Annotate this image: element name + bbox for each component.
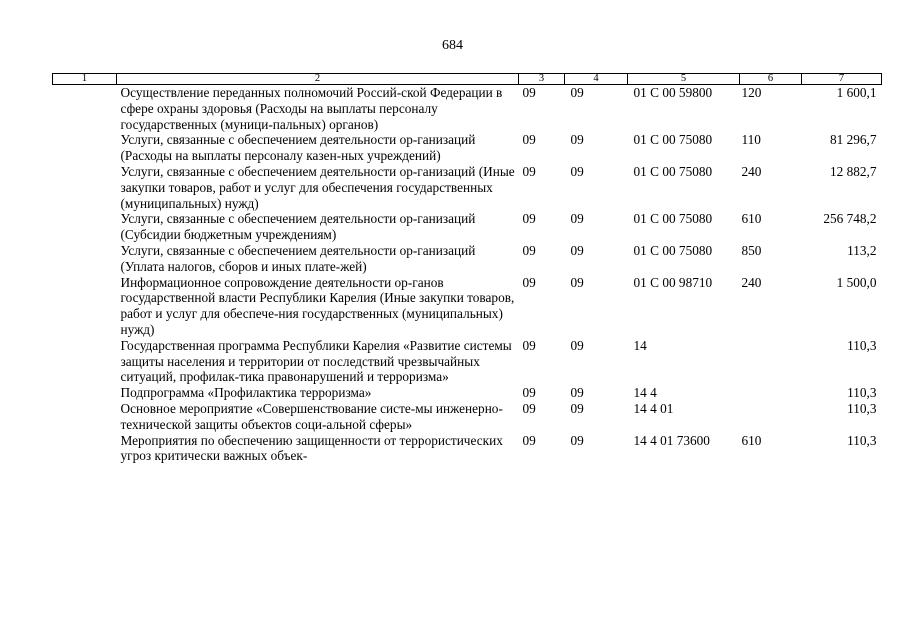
row-expense-type: 610 [741, 211, 762, 227]
table-row [53, 132, 882, 164]
row-amount: 110,3 [847, 385, 877, 401]
row-col-1 [53, 401, 117, 433]
table-row [53, 85, 882, 133]
row-subsection: 09 [570, 337, 584, 353]
table-row [53, 164, 882, 211]
row-name: Государственная программа Республики Карелия «Развитие системы защиты населения и территории от последствий чрезвычайных ситуаций, профилак-тика правонарушений и терроризма» [120, 337, 512, 385]
header-col-2: 2 [117, 74, 519, 85]
row-expense-type [740, 338, 802, 385]
row-target-article: 14 4 [633, 385, 657, 401]
row-subsection: 09 [570, 400, 584, 416]
row-expense-type [740, 401, 802, 433]
row-name: Услуги, связанные с обеспечением деятельности ор-ганизаций (Уплата налогов, сборов и иных плате-жей) [120, 242, 476, 274]
row-expense-type: 110 [741, 132, 761, 148]
row-col-1 [53, 164, 117, 211]
table-row [53, 243, 882, 275]
row-subsection: 09 [570, 211, 584, 227]
table-row [53, 275, 882, 338]
page-number: 684 [442, 38, 463, 53]
row-col-1 [53, 338, 117, 385]
row-expense-type: 120 [741, 85, 762, 100]
table-body [53, 85, 882, 465]
row-expense-type: 240 [741, 163, 762, 179]
row-subsection: 09 [570, 385, 584, 401]
table-row [53, 401, 882, 433]
row-section: 09 [522, 432, 536, 448]
row-col-1 [53, 385, 117, 401]
row-section: 09 [522, 385, 536, 401]
row-section: 09 [522, 211, 536, 227]
header-col-1: 1 [53, 74, 117, 85]
row-amount: 1 500,0 [836, 274, 877, 290]
row-expense-type [740, 385, 802, 401]
header-col-4: 4 [565, 74, 628, 85]
header-col-7: 7 [802, 74, 882, 85]
row-col-1 [53, 132, 117, 164]
table-row [53, 338, 882, 385]
row-section: 09 [522, 274, 536, 290]
row-section: 09 [522, 163, 536, 179]
row-amount: 110,3 [847, 337, 877, 353]
row-name: Услуги, связанные с обеспечением деятельности ор-ганизаций (Иные закупки товаров, работ и услуг для обеспечения государственных (муниципальных) нужд) [120, 163, 515, 211]
row-subsection: 09 [570, 132, 584, 148]
row-subsection: 09 [570, 432, 584, 448]
row-name: Информационное сопровождение деятельности ор-ганов государственной власти Республики Карелия (Иные закупки товаров, работ и услуг для обеспече-ния государственных (муниципальных) нужд) [120, 274, 515, 337]
row-name: Основное мероприятие «Совершенствование систе-мы инженерно-технической защиты объектов соци-альной сферы» [120, 400, 503, 432]
row-name: Услуги, связанные с обеспечением деятельности ор-ганизаций (Расходы на выплаты персоналу казен-ных учреждений) [120, 132, 476, 164]
header-col-5: 5 [628, 74, 740, 85]
row-col-1 [53, 243, 117, 275]
row-name: Подпрограмма «Профилактика терроризма» [120, 385, 372, 401]
row-amount: 1 600,1 [836, 85, 877, 100]
row-section: 09 [522, 132, 536, 148]
row-col-1 [53, 275, 117, 338]
row-name: Мероприятия по обеспечению защищенности от террористических угроз критически важных объек- [120, 432, 503, 464]
row-target-article: 01 С 00 75080 [633, 163, 713, 179]
row-target-article: 14 4 01 [633, 400, 674, 416]
row-amount: 113,2 [847, 242, 877, 258]
row-subsection: 09 [570, 274, 584, 290]
row-subsection: 09 [570, 85, 584, 100]
row-target-article: 01 С 00 98710 [633, 274, 713, 290]
row-target-article: 14 4 01 73600 [633, 432, 710, 448]
header-col-3: 3 [519, 74, 565, 85]
row-target-article: 01 С 00 75080 [633, 132, 713, 148]
row-amount: 12 882,7 [829, 163, 877, 179]
row-name: Осуществление переданных полномочий Россий-ской Федерации в сфере охраны здоровья (Расходы на выплаты персоналу государственных (муници-пальных) органов) [120, 85, 503, 132]
table-header [53, 74, 882, 85]
row-amount: 110,3 [847, 432, 877, 448]
header-col-6: 6 [740, 74, 802, 85]
row-target-article: 14 [633, 337, 647, 353]
row-expense-type: 240 [741, 274, 762, 290]
row-subsection: 09 [570, 242, 584, 258]
row-target-article: 01 С 00 75080 [633, 211, 713, 227]
row-section: 09 [522, 85, 536, 100]
budget-table [52, 73, 882, 464]
table-row [53, 385, 882, 401]
row-amount: 81 296,7 [829, 132, 877, 148]
row-col-1 [53, 211, 117, 243]
row-section: 09 [522, 242, 536, 258]
row-name: Услуги, связанные с обеспечением деятельности ор-ганизаций (Субсидии бюджетным учреждениям) [120, 211, 476, 243]
row-section: 09 [522, 400, 536, 416]
row-section: 09 [522, 337, 536, 353]
row-subsection: 09 [570, 163, 584, 179]
table-row [53, 211, 882, 243]
row-expense-type: 610 [741, 432, 762, 448]
row-amount: 256 748,2 [823, 211, 877, 227]
row-col-1 [53, 433, 117, 465]
row-col-1 [53, 85, 117, 133]
table-row [53, 433, 882, 465]
header-row [53, 74, 882, 85]
row-target-article: 01 С 00 59800 [633, 85, 713, 100]
row-expense-type: 850 [741, 242, 762, 258]
row-amount: 110,3 [847, 400, 877, 416]
row-target-article: 01 С 00 75080 [633, 242, 713, 258]
